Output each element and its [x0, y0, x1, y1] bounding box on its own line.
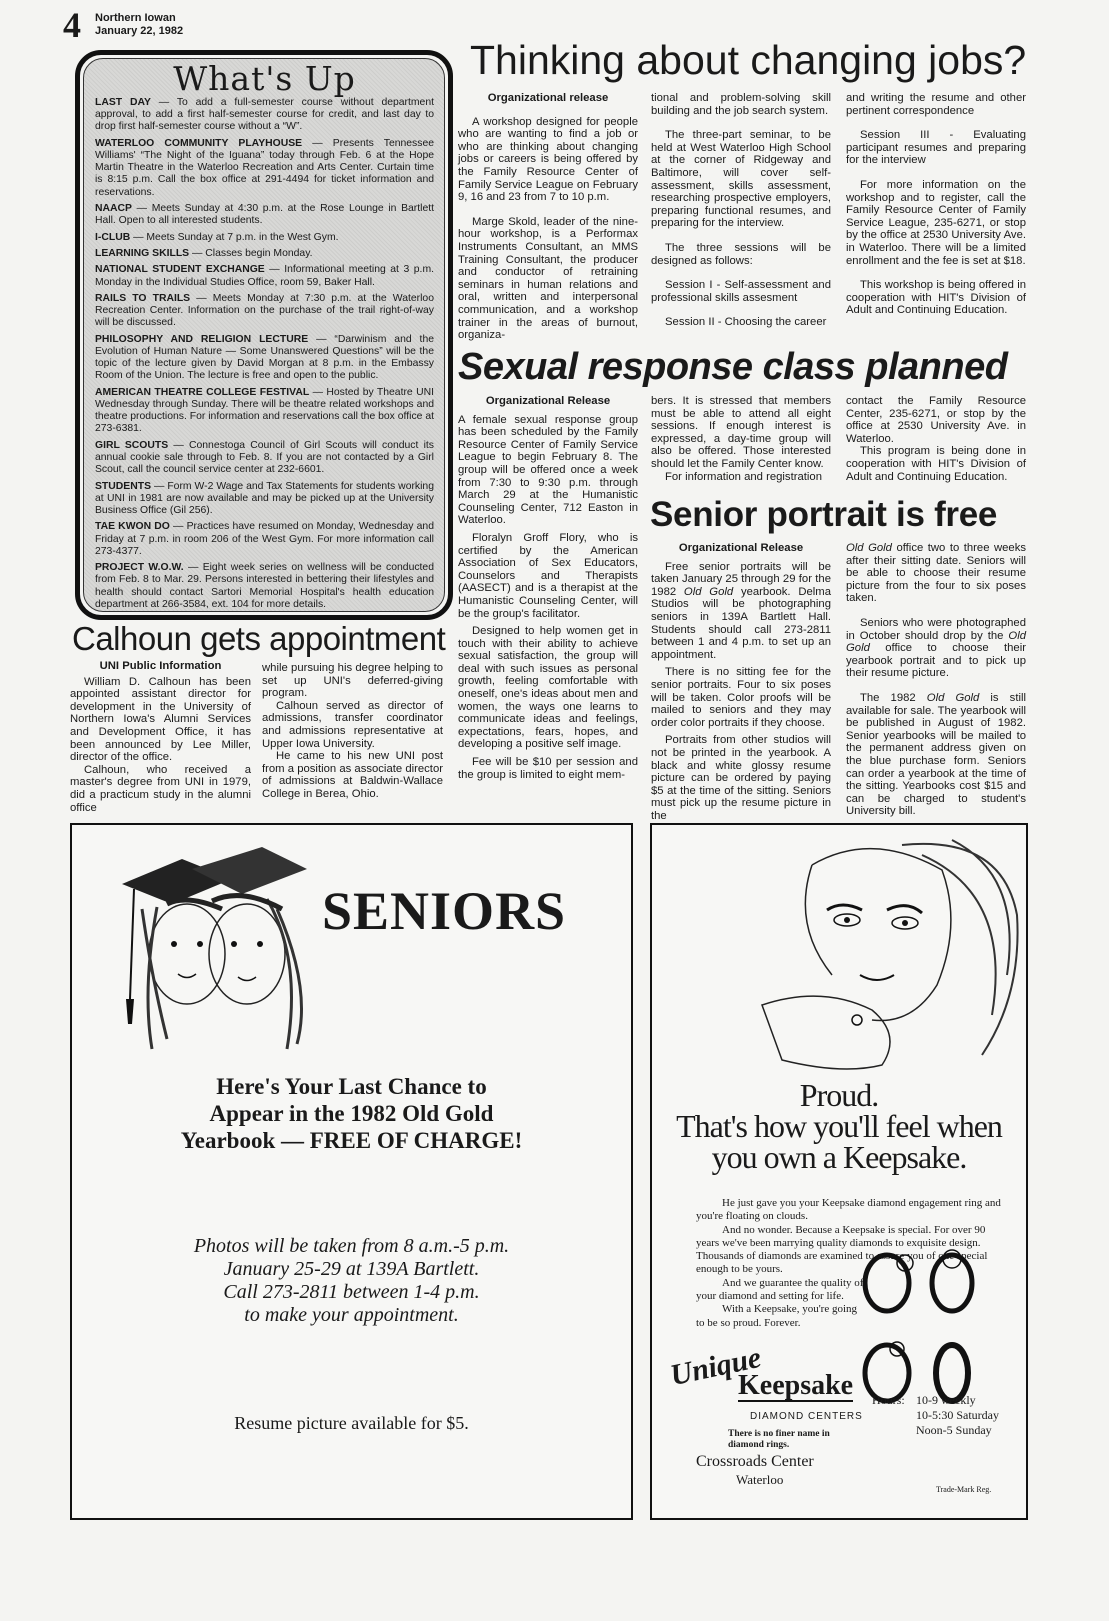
headline-senior-portrait: Senior portrait is free — [650, 495, 998, 534]
item-heading: I-CLUB — [95, 231, 131, 243]
paragraph: This program is being done in cooperation with HIT's Division of Adult and Continuing Education. — [846, 445, 1026, 483]
whats-up-item: GIRL SCOUTS — Connestoga Council of Girl Scouts will conduct its annual cookie sale through to Feb. 8. If you are not contacted by a Girl Scout, call the council service center at 232-6601. — [95, 439, 434, 476]
paragraph: Calhoun served as director of admissions, transfer coordinator and admissions representative at Upper Iowa University. — [262, 699, 443, 750]
item-heading: NATIONAL STUDENT EXCHANGE — [95, 264, 265, 276]
calhoun-col-1 — [70, 660, 251, 814]
paragraph: contact the Family Resource Center, 235-6271, or stop by the office at 2530 University Ave. in Waterloo. — [846, 395, 1026, 445]
paragraph: and writing the resume and other pertinent correspondence — [846, 92, 1026, 117]
whats-up-list — [95, 97, 434, 611]
headline-jobs: Thinking about changing jobs? — [470, 37, 1027, 83]
paragraph: The three sessions will be designed as follows: — [651, 241, 831, 267]
unique-script-logo: Unique — [667, 1340, 765, 1393]
keepsake-headline: Proud. That's how you'll feel when you own a Keepsake. — [676, 1077, 1002, 1175]
whats-up-item: WATERLOO COMMUNITY PLAYHOUSE — Presents Tennessee Williams' “The Night of the Iguana” today through Feb. 6 at the Hope Martin Theatre in the Waterloo Recreation and Arts Center. Curtain time is 8:15 p.m. Call the box office at 291-4494 for ticket information and reservations. — [95, 137, 435, 198]
item-heading: PROJECT W.O.W. — [95, 562, 184, 574]
seniors-ad-title: SENIORS — [322, 881, 567, 941]
paragraph: A female sexual response group has been scheduled by the Family Resource Center of Family Service League to begin February 8. The group will be offered once a week from 7:30 to 9:30 p.m. through March 29 at the Humanistic Counseling Center, 712 Easton in Waterloo. — [458, 413, 638, 527]
item-heading: GIRL SCOUTS — [95, 439, 169, 451]
item-text: To add a full-semester course without department approval, to add a first half-semester course for credit, and last day to drop first half-semester course without a “W”. — [95, 97, 435, 133]
paragraph: William D. Calhoun has been appointed assistant director for development in the University of Northern Iowa's Alumni Services and Development Office, it has been announced by Lee Miller, director of the office. — [70, 675, 251, 764]
paragraph: The three-part seminar, to be held at West Waterloo High School at the corner of Ridgeway and Baltimore, will cover self-assessment, skills assessment, researching prospective employers, preparing functional resumes, and preparing for the interview. — [651, 129, 831, 230]
woman-portrait-illustration-icon — [722, 835, 1022, 1075]
paragraph: This workshop is being offered in cooperation with HIT's Division of Adult and Continuing Education. — [846, 279, 1026, 317]
sex-col-1 — [458, 395, 638, 781]
graduates-illustration-icon — [112, 839, 312, 1059]
trademark-notice: Trade-Mark Reg. — [936, 1485, 992, 1494]
paragraph: Free senior portraits will be taken January 25 through 29 for the 1982 Old Gold yearbook. Delma Studios will be photographing seniors in 139A Bartlett Hall. Students should call 273-2811 between 1 and 4 p.m. to set up an appointment. — [651, 560, 831, 661]
item-text: Hosted by Theatre UNI Wednesday through Sunday. There will be theatre related workshops and theatre productions. For information and reservations call the box office at 273-6381. — [95, 386, 434, 435]
paragraph: Marge Skold, leader of the nine-hour workshop, is a Performax Instruments Consultant, an MMS Training Consultant, the producer and conductor of retraining seminars in human relations and oral, written and interpersonal communication, and a workshop trainer in the areas of burnout, organiza- — [458, 215, 638, 342]
seniors-ad-headline: Here's Your Last Chance to Appear in the 1982 Old Gold Yearbook — FREE OF CHARGE! — [180, 1074, 523, 1153]
paragraph: For information and registration — [665, 470, 822, 483]
jobs-col-1 — [458, 92, 638, 342]
item-text: Eight week series on wellness will be conducted from Feb. 8 to Mar. 29. Persons interested in bettering their lifestyles and health should contact Sartori Memorial Hospital's health education department at 266-3584, ext. 104 for more details. — [95, 562, 434, 610]
seniors-ad-footer: Resume picture available for $5. — [234, 1413, 469, 1433]
seniors-ad-details: Photos will be taken from 8 a.m.-5 p.m. January 25-29 at 139A Bartlett. Call 273-2811 between 1-4 p.m. to make your appointment. — [193, 1235, 510, 1326]
paragraph: For more information on the workshop and to register, call the Family Resource Center of Family Service League, 235-6271, or stop by the office at 2530 University Ave. in Waterloo. There will be a limited enrollment and the fee is set at $18. — [846, 178, 1026, 267]
paragraph: There is no sitting fee for the senior portraits. Four to six poses will be taken. Color proofs will be mailed to seniors and they may order color portraits if they choose. — [651, 666, 831, 729]
paragraph: Seniors who were photographed in October should drop by the Old Gold office to choose their yearbook portrait and to pick up their resume picture. — [846, 616, 1026, 680]
whats-up-item: PHILOSOPHY AND RELIGION LECTURE — “Darwinism and the Evolution of Human Nature — Some Unanswered Questions” will be the topic of the lecture given by David Morgan at 8 p.m. in the Embassy Room of the Union. The lecture is free and open to the public. — [95, 333, 434, 382]
paragraph: Designed to help women get in touch with their ability to achieve sexual satisfaction, the group will deal with such issues as personal growth, feeling comfortable with oneself, one's ideas about men and women, the ways one learns to communicate ideas and feelings, expectations, fears, hopes, and developing a positive self image. — [458, 625, 638, 751]
headline-sexual-response: Sexual response class planned — [458, 346, 1008, 388]
whats-up-item: AMERICAN THEATRE COLLEGE FESTIVAL — Hosted by Theatre UNI Wednesday through Sunday. There will be theatre related workshops and theatre productions. For information and reservations call the box office at 273-6381. — [95, 386, 434, 435]
senior-col-1 — [651, 542, 831, 822]
whats-up-item: PROJECT W.O.W. — Eight week series on wellness will be conducted from Feb. 8 to Mar. 29. Persons interested in bettering their lifestyles and health should contact Sartori Memorial Hospital's health education department at 266-3584, ext. 104 for more details. — [95, 562, 434, 610]
store-hours: Hours: 10-9 weekly 10-5:30 Saturday Noon-5 Sunday — [872, 1393, 999, 1437]
item-heading: PHILOSOPHY AND RELIGION LECTURE — [95, 333, 309, 345]
item-text: Form W-2 Wage and Tax Statements for students working at UNI in 1981 are now available and may be picked up at the University Business Office (Gil 256). — [95, 480, 434, 516]
keepsake-logo: Keepsake — [738, 1370, 854, 1401]
paragraph: Calhoun, who received a master's degree from UNI in 1979, did a practicum study in the alumni office — [70, 763, 251, 814]
paragraph: tional and problem-solving skill building and the job search system. — [651, 92, 831, 117]
calhoun-byline: UNI Public Information — [99, 660, 222, 672]
jobs-col-2 — [651, 92, 831, 329]
sex-byline: Organizational Release — [485, 395, 611, 407]
paragraph: Old Gold office two to three weeks after their sitting date. Seniors will be able to choose their resume picture from the four to six poses taken. — [846, 542, 1026, 605]
paragraph: Session III - Evaluating participant resumes and preparing for the interview — [846, 129, 1026, 167]
item-text: Practices have resumed on Monday, Wednesday and Friday at 7 p.m. in room 206 of the West Gym. For more information call 273-4377. — [95, 521, 434, 557]
item-text: Connestoga Council of Girl Scouts will conduct its annual cookie sale through to Feb. 8. If you are not contacted by a Girl Scout, call the council service center at 232-6601. — [95, 439, 434, 476]
keepsake-body: He just gave you your Keepsake diamond engagement ring and you're floating on clouds. And no wonder. Because a Keepsake is special. For over 90 years we've been marrying quality diamonds to exquisite design. Thousands of diamonds are examined to assure you of one special enough to be yours. And we guarantee the quality of your diamond and setting for life. With a Keepsake, you're going to be so proud. Forever. — [696, 1197, 1001, 1329]
item-heading: WATERLOO COMMUNITY PLAYHOUSE — [95, 137, 303, 149]
publication-name: Northern Iowan — [95, 12, 176, 24]
item-text: Classes begin Monday. — [205, 247, 313, 259]
paragraph: Portraits from other studios will not be printed in the yearbook. A black and white glossy resume picture can be ordered by paying $5 at the time of the sitting. Seniors must pick up the resume picture in the — [651, 734, 831, 822]
whats-up-item: LAST DAY — To add a full-semester course without department approval, to add a first half-semester course for credit, and last day to drop first half-semester course without a “W”. — [95, 97, 435, 133]
whats-up-item: NAACP — Meets Sunday at 4:30 p.m. at the Rose Lounge in Bartlett Hall. Open to all interested students. — [95, 203, 435, 227]
paragraph: Floralyn Groff Flory, who is certified by the American Association of Sex Educators, Counselors and Therapists (AASECT) and is a therapist at the Humanistic Counseling Center, will be the group's facilitator. — [458, 531, 638, 620]
paragraph: Session II - Choosing the career — [665, 316, 827, 329]
keepsake-tagline: There is no finer name in diamond rings. — [728, 1429, 830, 1450]
store-city: Waterloo — [736, 1472, 784, 1487]
paragraph: The 1982 Old Gold is still available for sale. The yearbook will be published in August of 1982. Senior yearbooks will be mailed to the permanent address given on the blue purchase form. Seniors can order a yearbook at the time of the sitting. Yearbooks cost $15 and can be charged to student's University bill. — [846, 691, 1026, 818]
headline-calhoun: Calhoun gets appointment — [72, 620, 446, 657]
senior-col-2 — [846, 542, 1026, 818]
whats-up-item: LEARNING SKILLS — Classes begin Monday. — [95, 247, 313, 259]
jobs-byline: Organizational release — [487, 92, 609, 104]
whats-up-item: NATIONAL STUDENT EXCHANGE — Informational meeting at 3 p.m. Monday in the Individual Studies Office, room 59, Baker Hall. — [95, 264, 434, 288]
item-heading: LAST DAY — [95, 97, 151, 108]
item-heading: STUDENTS — [95, 480, 151, 492]
item-heading: AMERICAN THEATRE COLLEGE FESTIVAL — [95, 386, 310, 398]
paragraph: while pursuing his degree helping to set up UNI's deferred-giving program. — [262, 662, 443, 700]
jobs-col-3 — [846, 92, 1026, 317]
sex-col-2 — [651, 395, 831, 483]
item-heading: TAE KWON DO — [95, 521, 170, 533]
item-text: “Darwinism and the Evolution of Human Nature — Some Unanswered Questions” will be the topic of the lecture given by David Morgan at 8 p.m. in the Embassy Room of the Union. The lecture is free and open to the public. — [95, 333, 434, 382]
item-heading: RAILS TO TRAILS — [95, 292, 191, 304]
whats-up-title: What's Up — [173, 59, 356, 98]
folio-meta — [95, 12, 183, 38]
senior-byline: Organizational Release — [678, 542, 804, 554]
item-heading: LEARNING SKILLS — [95, 247, 190, 259]
calhoun-col-2 — [262, 662, 443, 801]
keepsake-diamond-ad — [650, 823, 1028, 1520]
paragraph: bers. It is stressed that members must be able to attend all eight sessions. If enough interest is expressed, a day-time group will also be offered. Those interested should let the Family Center know. — [651, 395, 831, 470]
paragraph: He came to his new UNI post from a position as associate director of admissions at Baldwin-Wallace College in Berea, Ohio. — [262, 750, 443, 800]
item-text: Meets Sunday at 4:30 p.m. at the Rose Lounge in Bartlett Hall. Open to all interested students. — [95, 203, 435, 227]
whats-up-item: RAILS TO TRAILS — Meets Monday at 7:30 p.m. at the Waterloo Recreation Center. Information on the purchase of the trail right-of-way will be discussed. — [95, 292, 434, 329]
paragraph: Session I - Self-assessment and professional skills assesment — [651, 279, 831, 304]
whats-up-item: I-CLUB — Meets Sunday at 7 p.m. in the West Gym. — [95, 231, 339, 243]
whats-up-item: TAE KWON DO — Practices have resumed on Monday, Wednesday and Friday at 7 p.m. in room 206 of the West Gym. For more information call 273-4377. — [95, 521, 434, 557]
item-text: Meets Monday at 7:30 p.m. at the Waterloo Recreation Center. Information on the purchase of the trail right-of-way will be discussed. — [95, 292, 434, 329]
paragraph: Fee will be $10 per session and the group is limited to eight mem- — [458, 756, 638, 781]
store-location: Crossroads Center — [696, 1453, 814, 1470]
item-text: Meets Sunday at 7 p.m. in the West Gym. — [146, 231, 339, 243]
item-text: Presents Tennessee Williams' “The Night of the Iguana” today through Feb. 6 at the Hope Martin Theatre in the Waterloo Recreation and Arts Center. Curtain time is 8:15 p.m. Call the box office at 291-4494 for ticket information and reservations. — [95, 137, 435, 198]
whats-up-item: STUDENTS — Form W-2 Wage and Tax Statements for students working at UNI in 1981 are now available and may be picked up at the University Business Office (Gil 256). — [95, 480, 434, 516]
whats-up-box — [75, 50, 453, 620]
paragraph: A workshop designed for people who are wanting to find a job or who are thinking about changing jobs or careers is being offered by the Family Resource Center of Family Service League on February 9, 16 and 23 from 7 to 10 p.m. — [458, 115, 638, 204]
sex-col-3 — [846, 395, 1026, 483]
issue-date: January 22, 1982 — [95, 25, 184, 37]
seniors-yearbook-ad — [70, 823, 633, 1520]
page-number: 4 — [63, 5, 81, 45]
diamond-centers-label: DIAMOND CENTERS — [750, 1411, 863, 1422]
item-heading: NAACP — [95, 203, 132, 214]
item-text: Informational meeting at 3 p.m. Monday in the Individual Studies Office, room 59, Baker Hall. — [95, 264, 434, 288]
